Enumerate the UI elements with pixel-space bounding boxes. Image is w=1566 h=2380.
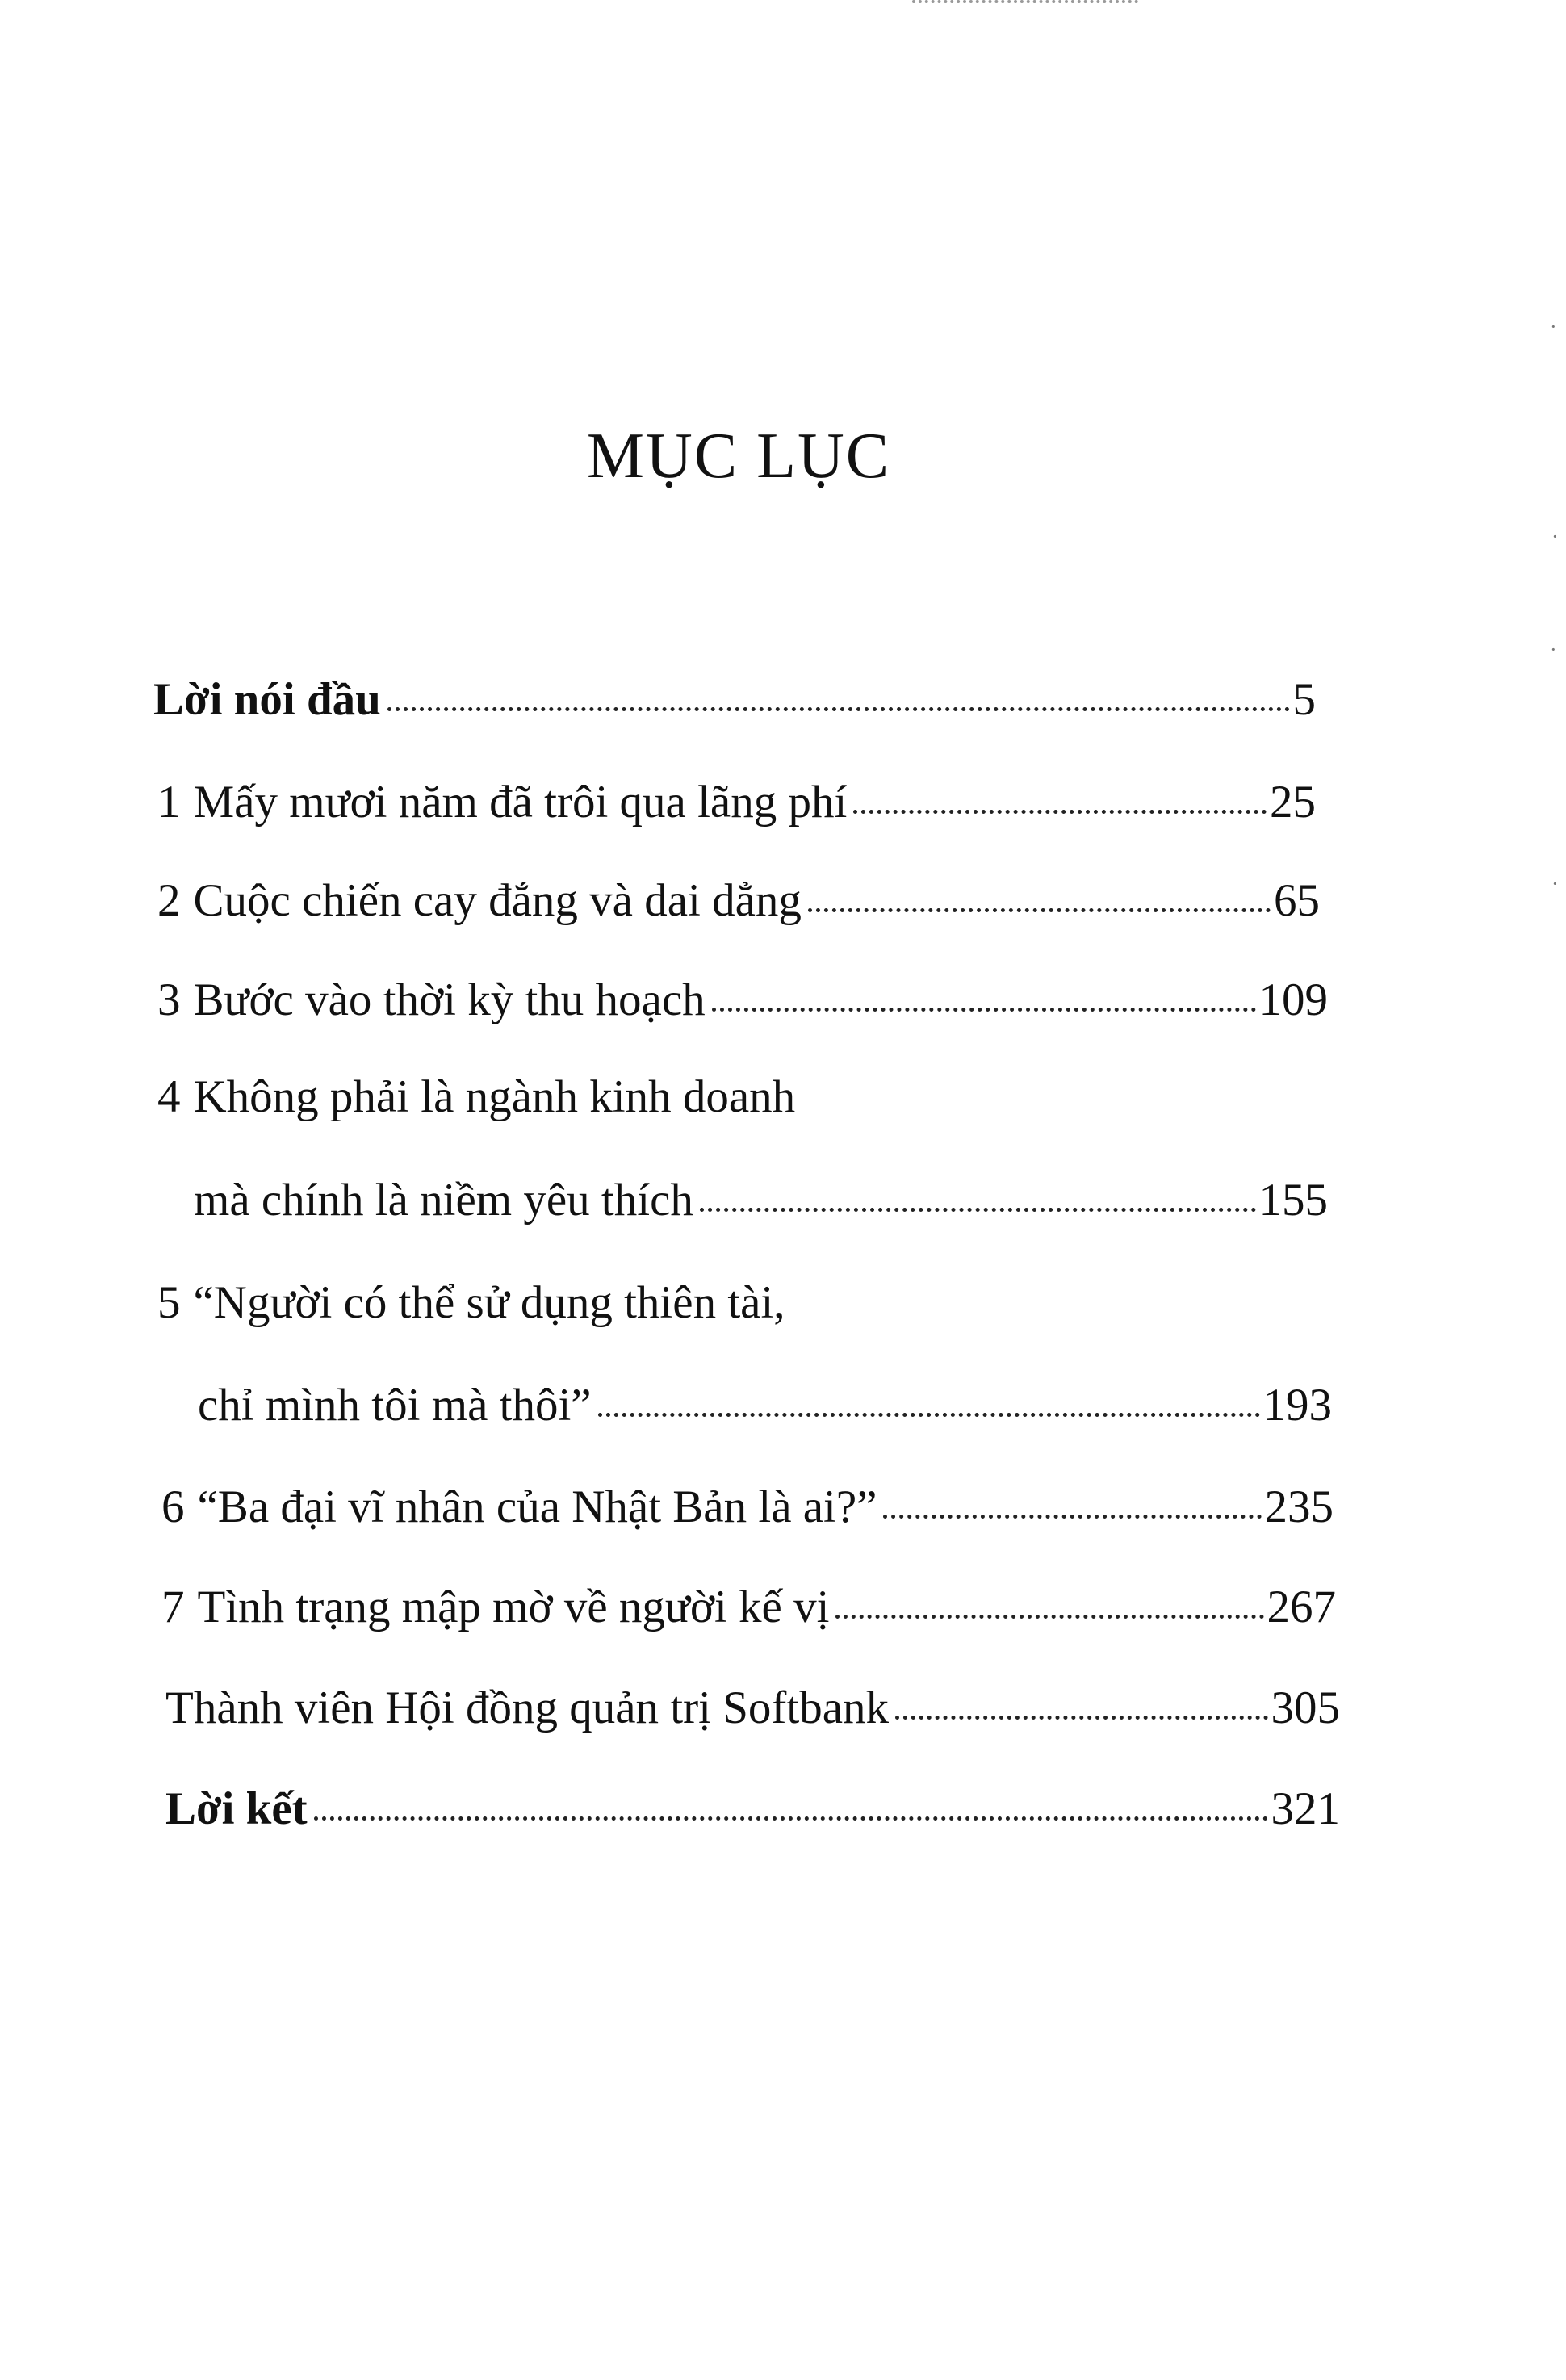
toc-entry-page: 109: [1258, 974, 1328, 1025]
toc-entry-chapter-4-line2: [194, 1175, 1328, 1226]
toc-entry-board-members: [165, 1682, 1340, 1733]
dot-leader: [387, 707, 1290, 711]
dot-leader: [808, 908, 1271, 912]
toc-entry-page: 321: [1271, 1783, 1340, 1834]
dot-leader: [314, 1816, 1268, 1821]
toc-entry-label: Tình trạng mập mờ về người kế vị: [197, 1582, 830, 1632]
dot-leader: [853, 810, 1267, 814]
chapter-number: 6: [161, 1481, 185, 1532]
edge-smudge: ·: [1550, 638, 1557, 661]
toc-entry-label: Cuộc chiến cay đắng và dai dẳng: [193, 875, 802, 926]
toc-entry-afterword: [165, 1783, 1340, 1834]
toc-entry-chapter-5-line2: [198, 1380, 1332, 1431]
toc-entry-label: Không phải là ngành kinh doanh: [193, 1071, 796, 1122]
toc-entry-page: 155: [1258, 1175, 1328, 1226]
toc-entry-preface: [153, 674, 1316, 725]
toc-entry-label: Bước vào thời kỳ thu hoạch: [193, 974, 706, 1025]
toc-entry-page: 5: [1292, 674, 1316, 725]
edge-smudge: ·: [1551, 525, 1559, 548]
toc-entry-chapter-3: [157, 974, 1328, 1025]
chapter-number: 1: [157, 777, 181, 828]
dot-leader: [700, 1208, 1256, 1212]
toc-entry-chapter-6: [161, 1481, 1334, 1532]
toc-entry-page: 305: [1271, 1682, 1340, 1733]
dot-leader: [835, 1615, 1263, 1619]
toc-entry-chapter-4-line1: [157, 1071, 1328, 1122]
dot-leader: [895, 1716, 1267, 1720]
toc-entry-label: Lời kết: [165, 1783, 308, 1834]
toc-entry-label-continuation: chỉ mình tôi mà thôi”: [198, 1380, 592, 1431]
edge-smudge: ·: [1551, 872, 1559, 895]
toc-entry-page: 25: [1270, 777, 1316, 828]
dot-leader: [598, 1413, 1260, 1417]
toc-entry-chapter-7: [161, 1584, 1336, 1630]
chapter-number: 2: [157, 875, 181, 926]
toc-entry-label-continuation: mà chính là niềm yêu thích: [194, 1175, 693, 1226]
dot-leader: [883, 1515, 1261, 1519]
toc-entry-page: 267: [1267, 1582, 1336, 1632]
chapter-number: 7: [161, 1582, 185, 1632]
chapter-number: 3: [157, 974, 181, 1025]
toc-entry-chapter-1: [157, 777, 1316, 828]
toc-entry-page: 235: [1264, 1481, 1334, 1532]
page-title: MỤC LỤC: [586, 421, 891, 492]
dot-leader: [712, 1008, 1256, 1012]
toc-entry-label: “Ba đại vĩ nhân của Nhật Bản là ai?”: [197, 1481, 877, 1532]
toc-entry-page: 193: [1262, 1380, 1332, 1431]
chapter-number: 4: [157, 1071, 181, 1122]
chapter-number: 5: [157, 1277, 181, 1328]
toc-entry-chapter-5-line1: [157, 1277, 1328, 1328]
toc-entry-chapter-2: [157, 875, 1320, 926]
toc-entry-label: Thành viên Hội đồng quản trị Softbank: [165, 1682, 890, 1733]
toc-entry-label: Lời nói đầu: [153, 674, 381, 725]
toc-entry-label: “Người có thể sử dụng thiên tài,: [193, 1277, 785, 1328]
toc-entry-page: 65: [1274, 875, 1320, 926]
edge-smudge: ·: [1550, 315, 1557, 338]
toc-entry-label: Mấy mươi năm đã trôi qua lãng phí: [193, 777, 848, 828]
